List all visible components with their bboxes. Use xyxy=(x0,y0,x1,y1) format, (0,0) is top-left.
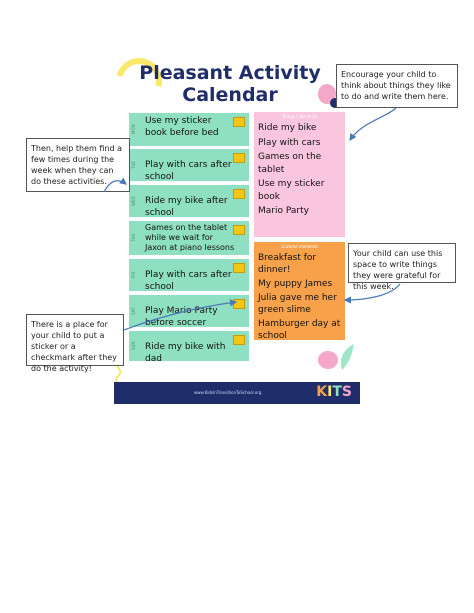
kits-logo: KITS xyxy=(316,384,352,400)
panel-heading: Things I like to do xyxy=(281,114,318,119)
list-item: Use my sticker book xyxy=(258,179,325,202)
list-item: Ride my bike xyxy=(258,123,317,133)
day-label: WED xyxy=(131,196,136,206)
activity-text: Play with cars after school xyxy=(145,270,232,292)
day-label: TUE xyxy=(131,161,136,169)
activity-text: Play Mario Party before soccer xyxy=(145,306,218,328)
day-label: MON xyxy=(131,124,136,135)
day-label: SAT xyxy=(131,307,136,315)
callout-sticker: There is a place for your child to put a sticker or a checkmark after they do the activity! xyxy=(26,314,124,366)
list-item: Mario Party xyxy=(258,206,309,216)
list-item: Julia gave me her green slime xyxy=(258,293,337,315)
list-item: Breakfast for dinner! xyxy=(258,253,317,275)
day-label: SUN xyxy=(131,341,136,351)
activity-text: Ride my bike with dad xyxy=(145,342,226,364)
arrow-icon xyxy=(345,284,400,300)
list-item: Games on the tablet xyxy=(258,152,322,175)
footer-url[interactable]: www.KidsInTransitionToSchool.org xyxy=(194,390,262,395)
list-item: Hamburger day at school xyxy=(258,319,341,341)
activity-text: Use my sticker book before bed xyxy=(145,116,219,138)
list-item: My puppy James xyxy=(258,279,333,289)
day-label: FRI xyxy=(131,271,136,279)
activity-text: Play with cars after school xyxy=(145,160,232,182)
callout-things-i-like: Encourage your child to think about things they like to do and write them here. xyxy=(336,64,458,108)
list-item: Play with cars xyxy=(258,137,321,148)
day-label: THU xyxy=(131,233,136,243)
activity-text: Ride my bike after school xyxy=(145,196,228,218)
title-line-1: Pleasant Activity xyxy=(139,62,321,84)
callout-grateful: Your child can use this space to write things they were grateful for this week. xyxy=(348,243,456,283)
arrow-icon xyxy=(124,302,236,330)
panel-heading: Grateful moments xyxy=(281,244,318,249)
callout-find-times: Then, help them find a few times during the week when they can do these activities. xyxy=(26,138,130,192)
arrow-icon xyxy=(104,181,126,192)
title-line-2: Calendar xyxy=(182,84,278,106)
arrow-icon xyxy=(350,108,396,140)
activity-text: Games on the tablet while we wait for Jaxon at piano lessons xyxy=(145,223,235,252)
